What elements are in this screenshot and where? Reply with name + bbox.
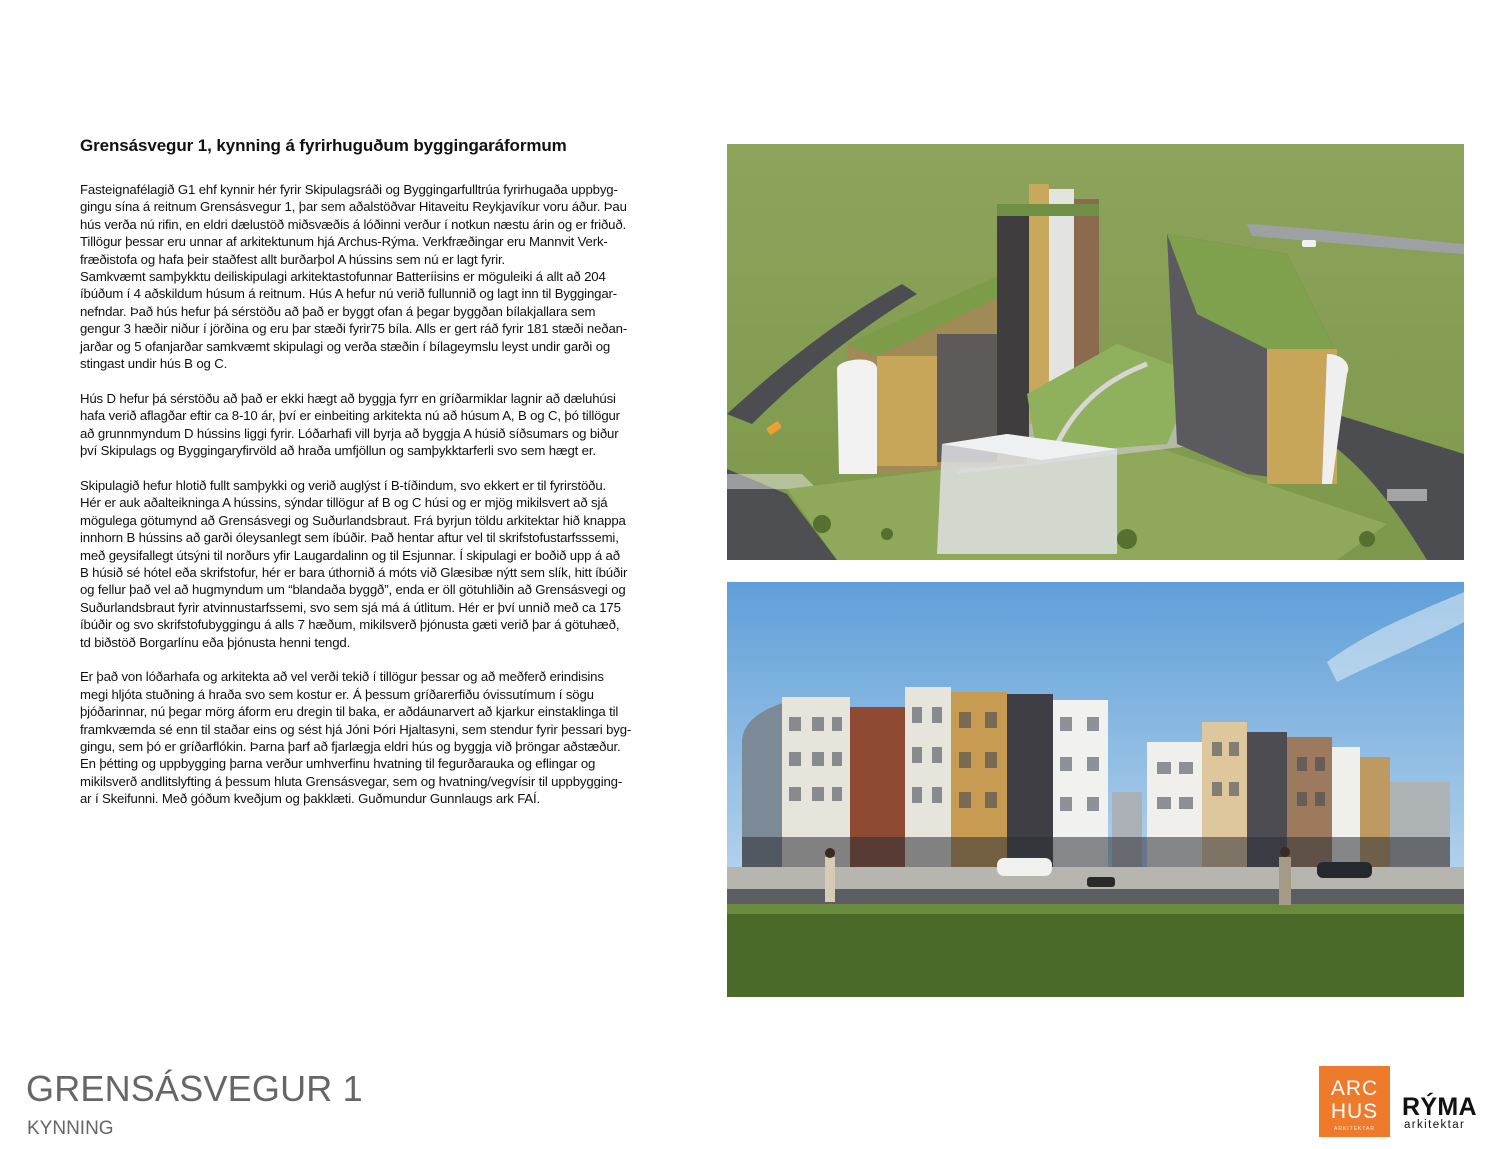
paragraph-line: hús verða nú rifin, en eldri dælustöð miðsvæðis á lóðinni verður í notkun næstu árin og er friðuð. — [80, 216, 627, 232]
paragraph-line: gingu, sem þó er gríðarflókin. Þarna þarf að fjarlægja eldri hús og byggja við þröngar aðstæður. — [80, 738, 621, 754]
paragraph-line: Tillögur þessar eru unnar af arkitektunum hjá Archus-Rýma. Verkfræðingar eru Mannvit Verk- — [80, 234, 608, 250]
street-render-illustration — [727, 582, 1464, 997]
archus-logo-small: ARKITEKTAR — [1333, 1126, 1376, 1132]
ryma-logo-subtitle: arkitektar — [1404, 1119, 1466, 1131]
paragraph-line: innhorn B hússins að garði óleysanlegt sem íbúðir. Það hentar aftur vel til skrifstofustarfsssemi, — [80, 530, 619, 546]
footer-subtitle: KYNNING — [27, 1118, 114, 1139]
paragraph-line: íbúðum í 4 aðskildum húsum á reitnum. Hús A hefur nú verið fullunnið og lagt inn til Byggingar- — [80, 286, 617, 302]
document-body — [80, 181, 688, 825]
paragraph-line: megi hljóta stuðning á hraða svo sem kostur er. Á þessum gríðarerfiðu óvissutímum í sögu — [80, 686, 594, 702]
paragraph-line: B húsið sé hótel eða skrifstofur, hér er bara úthornið á móts við Glæsibæ nýtt sem slík, hitt íbúðir — [80, 564, 628, 580]
paragraph-line: nefndar. Það hús hefur þá sérstöðu að það er byggt ofan á þegar byggðan bílakjallara sem — [80, 303, 596, 319]
paragraph-line: td biðstöð Borgarlínu eða þjónusta henni tengd. — [80, 634, 351, 650]
paragraph-line: gingu sína á reitnum Grensásvegur 1, þar sem aðalstöðvar Hitaveitu Reykjavíkur voru áður. Þau — [80, 199, 627, 215]
footer-title: GRENSÁSVEGUR 1 — [26, 1068, 363, 1109]
paragraph-line: jarðar og 5 ofanjarðar samkvæmt skipulagi og verða stæðin í bílageymslu leyst undir garði og — [80, 338, 611, 354]
archus-logo — [1319, 1066, 1390, 1137]
archus-logo-line1: ARC — [1330, 1077, 1379, 1100]
ryma-logo: RÝMA — [1402, 1093, 1477, 1121]
paragraph-line: Er það von lóðarhafa og arkitekta að vel verði tekið í tillögur þessar og að meðferð erindisins — [80, 669, 604, 685]
paragraph-line: og fellur það vel að hugmyndum um “blandaða byggð”, enda er öll götuhliðin að Grensásvegi og — [80, 582, 626, 598]
paragraph-line: fræðistofa og hafa þeir staðfest allt burðarþol A hússins sem nú er lagt fyrir. — [80, 251, 506, 267]
aerial-render-image — [727, 144, 1464, 560]
paragraph-line: ar í Skeifunni. Með góðum kveðjum og þakklæti. Guðmundur Gunnlaugs ark FAÍ. — [80, 791, 541, 807]
paragraph-line: með geysifallegt útsýni til norðurs yfir Laugardalinn og til Esjunnar. Í skipulagi er boðið upp á að — [80, 547, 620, 563]
paragraph-line: þjóðarinnar, nú þegar mörg áform eru dregin til baka, er aðdáunarvert að kjarkur einstaklinga til — [80, 704, 619, 720]
paragraph-line: stingast undir hús B og C. — [80, 356, 228, 372]
paragraph-line: Suðurlandsbraut fyrir atvinnustarfssemi, svo sem sjá má á útlitum. Hér er því unnið með ca 175 — [80, 599, 621, 615]
archus-logo-line2: HUS — [1330, 1100, 1379, 1123]
paragraph-line: mögulega götumynd að Grensásvegi og Suðurlandsbraut. Frá byrjun töldu arkitektar hið knappa — [80, 512, 626, 528]
paragraph-line: íbúðir og svo skrifstofubyggingu á alls 7 hæðum, mikilsverð þjónusta gæti verið þar á götuhæð, — [80, 617, 620, 633]
paragraph-line: hafa verið aflagðar eftir ca 8-10 ár, því er einbeiting arkitekta nú að húsum A, B og C, þó tillögur — [80, 408, 620, 424]
paragraph-line: Hús D hefur þá sérstöðu að það er ekki hægt að byggja fyrr en gríðarmiklar lagnir að dæluhúsi — [80, 390, 616, 406]
paragraph-1 — [80, 181, 688, 372]
aerial-render-illustration — [727, 144, 1464, 560]
paragraph-4 — [80, 668, 688, 807]
paragraph-line: að grunnmyndum D hússins liggi fyrir. Lóðarhafi vill byrja að byggja A húsið síðsumars og biður — [80, 425, 619, 441]
paragraph-line: Samkvæmt samþykktu deiliskipulagi arkitektastofunnar Batteríisins er möguleiki á allt að 204 — [80, 269, 606, 285]
paragraph-2 — [80, 390, 688, 460]
street-render-image — [727, 582, 1464, 997]
paragraph-line: gengur 3 hæðir niður í jörðina og eru þar stæði fyrir75 bíla. Alls er gert ráð fyrir 181 stæði neðan- — [80, 321, 628, 337]
paragraph-line: En þétting og uppbygging þarna verður umhverfinu hvatning til fegurðarauka og eflingar og — [80, 756, 596, 772]
paragraph-line: Fasteignafélagið G1 ehf kynnir hér fyrir Skipulagsráði og Byggingarfulltrúa fyrirhugaða uppbyg- — [80, 182, 618, 197]
document-heading: Grensásvegur 1, kynning á fyrirhuguðum byggingaráformum — [80, 136, 567, 155]
paragraph-line: mikilsverð andlitslyfting á þessum hluta Grensásvegar, sem og hvatning/vegvísir til uppbygging- — [80, 773, 623, 789]
paragraph-line: Hér er auk aðalteikninga A hússins, sýndar tillögur af B og C húsi og er mjög mikilsvert að sjá — [80, 495, 608, 511]
paragraph-line: Skipulagið hefur hlotið fullt samþykki og verið auglýst í B-tíðindum, svo ekkert er til fyrirstöðu. — [80, 477, 607, 493]
paragraph-line: því Skipulags og Byggingaryfirvöld að hraða umfjöllun og samþykktarferli svo sem hægt er. — [80, 443, 596, 459]
paragraph-3 — [80, 477, 688, 651]
paragraph-line: framkvæmda sé enn til staðar eins og sést hjá Jóni Þóri Hjaltasyni, sem stendur fyrir þessari byg- — [80, 721, 632, 737]
